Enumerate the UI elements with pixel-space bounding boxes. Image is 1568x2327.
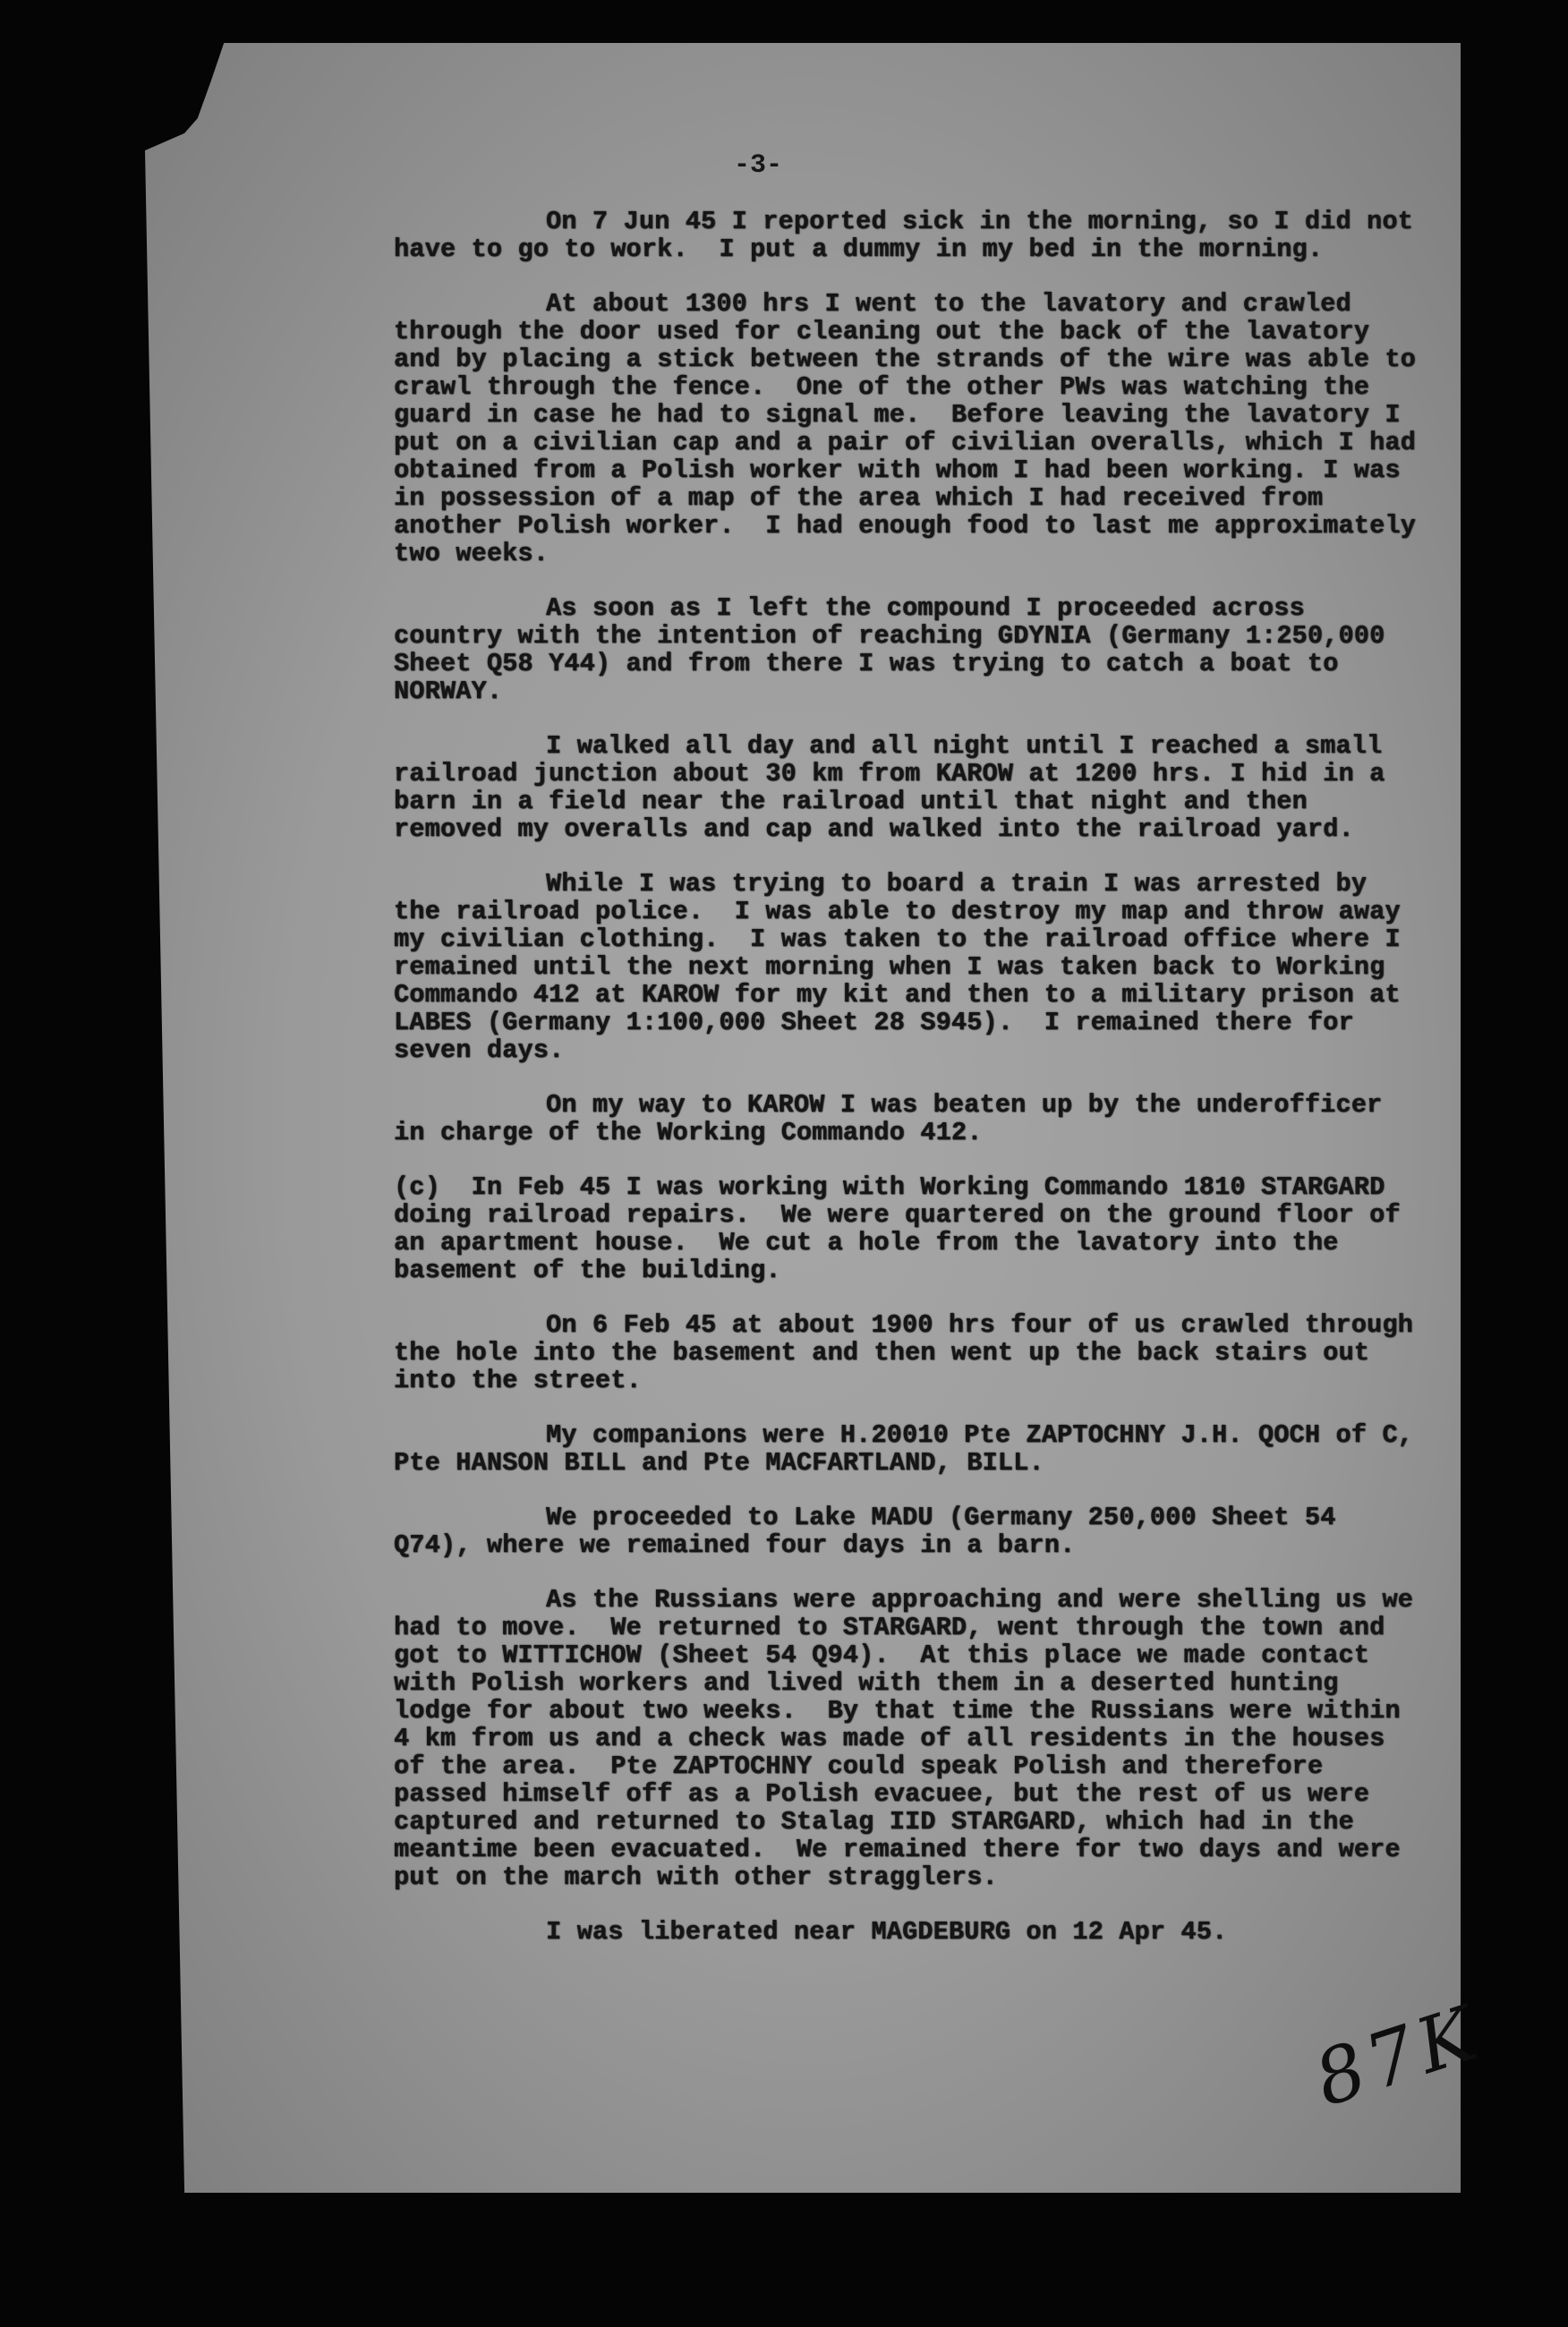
page-number: -3- bbox=[734, 150, 783, 181]
paragraph-section-c: (c) In Feb 45 I was working with Working Commando 1810 STARGARD doing railroad repairs. We were quartered on the ground floor of an apartment house. We cut a hole from the lavatory into the basement of the building. bbox=[394, 1172, 1416, 1285]
paragraph-feb-escape: On 6 Feb 45 at about 1900 hrs four of us crawled through the hole into the basement and then went up the back stairs out into the street. bbox=[394, 1310, 1429, 1395]
paragraph-railroad-junction: I walked all day and all night until I reached a small railroad junction about 30 km from KAROW at 1200 hrs. I hid in a barn in a field near the railroad until that night and then removed my overalls and cap and walked into the railroad yard. bbox=[394, 731, 1401, 844]
paragraph-companions: My companions were H.20010 Pte ZAPTOCHNY J.H. QOCH of C, Pte HANSON BILL and Pte MACFARTLAND, BILL. bbox=[394, 1420, 1429, 1478]
paragraph-arrest: While I was trying to board a train I was arrested by the railroad police. I was able to destroy my map and throw away my civilian clothing. I was taken to the railroad office where I remained until the next morning when I was taken back to Working Commando 412 at KAROW for my kit and then to a military prison at LABES (Germany 1:100,000 Sheet 28 S945). I remained there for seven days. bbox=[394, 869, 1416, 1065]
paragraph-sick-report: On 7 Jun 45 I reported sick in the morning, so I did not have to go to work. I put a dummy in my bed in the morning. bbox=[394, 207, 1429, 264]
paragraph-lavatory-escape: At about 1300 hrs I went to the lavatory and crawled through the door used for cleaning out the back of the lavatory and by placing a stick between the strands of the wire was able to crawl through the fence. One of the other PWs was watching the guard in case he had to signal me. Before leaving the lavatory I put on a civilian cap and a pair of civilian overalls, which I had obtained from a Polish worker with whom I had been working. I was in possession of a map of the area which I had received from another Polish worker. I had enough food to last me approximately two weeks. bbox=[394, 289, 1432, 568]
paragraph-russians: As the Russians were approaching and were shelling us we had to move. We returned to STARGARD, went through the town and got to WITTICHOW (Sheet 54 Q94). At this place we made contact with Polish workers and lived with them in a deserted hunting lodge for about two weeks. By that time the Russians were within 4 km from us and a check was made of all residents in the houses of the area. Pte ZAPTOCHNY could speak Polish and therefore passed himself off as a Polish evacuee, but the rest of us were captured and returned to Stalag IID STARGARD, which had in the meantime been evacuated. We remained there for two days and were put on the march with other stragglers. bbox=[394, 1585, 1429, 1892]
typed-body bbox=[394, 207, 1432, 1973]
paragraph-liberated: I was liberated near MAGDEBURG on 12 Apr 45. bbox=[546, 1917, 1228, 1947]
handwritten-mark: 87K bbox=[1304, 1988, 1492, 2124]
paragraph-cross-country: As soon as I left the compound I proceeded across country with the intention of reaching GDYNIA (Germany 1:250,000 Sheet Q58 Y44) and from there I was trying to catch a boat to NORWAY. bbox=[394, 593, 1401, 706]
paragraph-beaten: On my way to KAROW I was beaten up by the underofficer in charge of the Working Commando 412. bbox=[394, 1090, 1398, 1147]
paragraph-lake-madu: We proceeded to Lake MADU (Germany 250,000 Sheet 54 Q74), where we remained four days in a barn. bbox=[394, 1503, 1351, 1560]
